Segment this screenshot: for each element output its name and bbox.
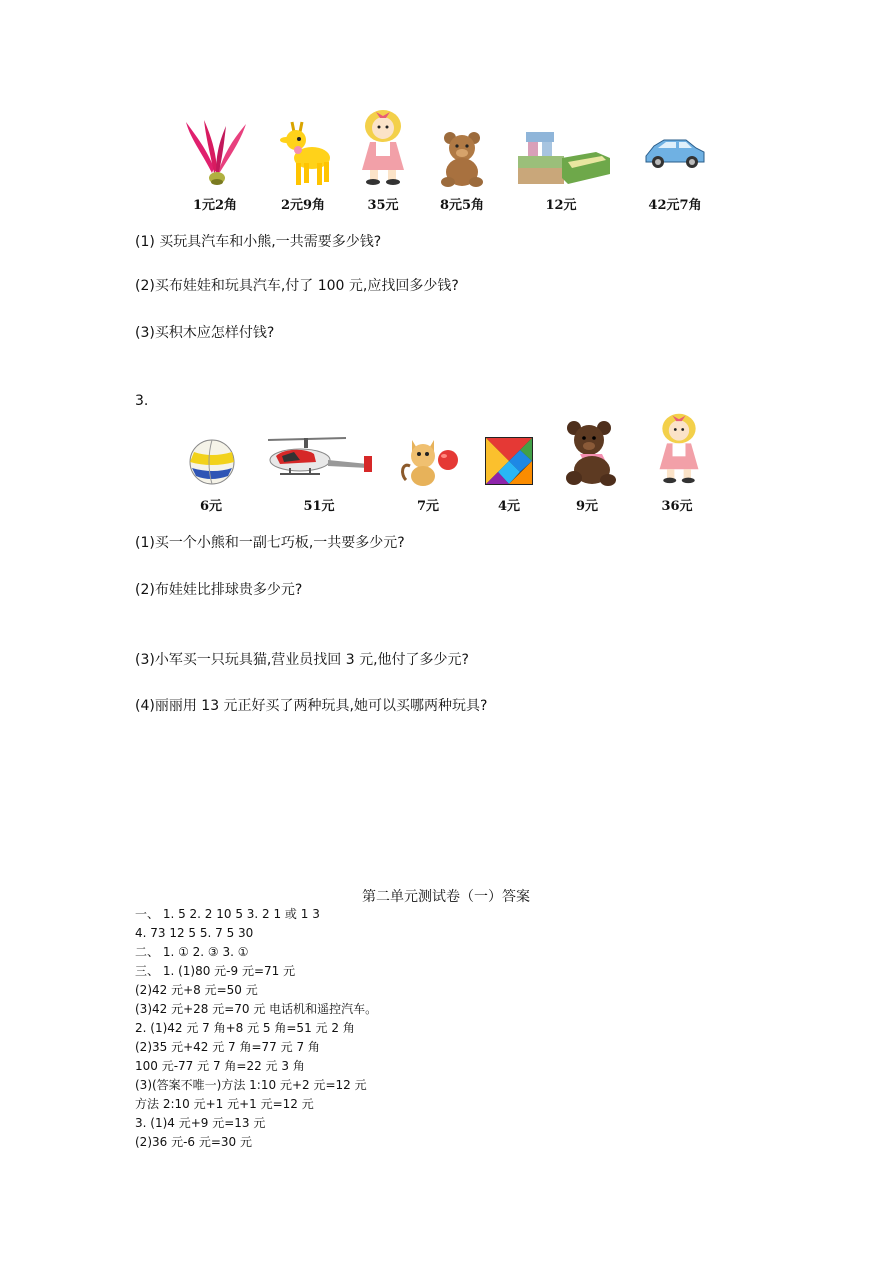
answer-line: (3)42 元+28 元=70 元 电话机和遥控汽车。 bbox=[135, 1002, 378, 1016]
price-label: 7元 bbox=[416, 499, 440, 514]
price-label: 35元 bbox=[367, 198, 399, 213]
question: (3)买积木应怎样付钱? bbox=[135, 325, 275, 341]
helicopter-icon bbox=[260, 434, 378, 486]
question: (1) 买玩具汽车和小熊,一共需要多少钱? bbox=[135, 234, 382, 250]
price-label: 9元 bbox=[575, 499, 599, 514]
question: (4)丽丽用 13 元正好买了两种玩具,她可以买哪两种玩具? bbox=[135, 698, 488, 714]
price-label: 4元 bbox=[497, 499, 521, 514]
question-number: 3. bbox=[135, 393, 149, 409]
teddy-bear-icon bbox=[438, 130, 486, 188]
doll-icon bbox=[654, 410, 704, 486]
question: (3)小军买一只玩具猫,营业员找回 3 元,他付了多少元? bbox=[135, 652, 469, 668]
price-label: 36元 bbox=[661, 499, 693, 514]
answer-line: 2. (1)42 元 7 角+8 元 5 角=51 元 2 角 bbox=[135, 1021, 355, 1035]
toy-car-icon bbox=[642, 136, 708, 170]
answer-line: 二、 1. ① 2. ③ 3. ① bbox=[135, 945, 249, 959]
answer-line: (2)35 元+42 元 7 角=77 元 7 角 bbox=[135, 1040, 320, 1054]
price-label: 12元 bbox=[545, 198, 577, 213]
answer-line: 方法 2:10 元+1 元+1 元=12 元 bbox=[135, 1097, 314, 1111]
answer-line: 三、 1. (1)80 元-9 元=71 元 bbox=[135, 964, 296, 978]
price-label: 2元9角 bbox=[280, 198, 326, 213]
toy-cat-icon bbox=[398, 432, 462, 488]
price-label: 42元7角 bbox=[648, 198, 702, 213]
price-label: 8元5角 bbox=[439, 198, 485, 213]
question: (1)买一个小熊和一副七巧板,一共要多少元? bbox=[135, 535, 405, 551]
price-label: 1元2角 bbox=[192, 198, 238, 213]
question: (2)买布娃娃和玩具汽车,付了 100 元,应找回多少钱? bbox=[135, 278, 459, 294]
shuttlecock-icon bbox=[182, 118, 250, 188]
building-blocks-icon bbox=[516, 128, 612, 188]
doll-icon bbox=[356, 108, 410, 186]
answer-line: 3. (1)4 元+9 元=13 元 bbox=[135, 1116, 266, 1130]
answer-line: 一、 1. 5 2. 2 10 5 3. 2 1 或 1 3 bbox=[135, 907, 320, 921]
answer-line: (2)36 元-6 元=30 元 bbox=[135, 1135, 253, 1149]
answer-line: 100 元-77 元 7 角=22 元 3 角 bbox=[135, 1059, 305, 1073]
price-label: 6元 bbox=[199, 499, 223, 514]
answer-line: 4. 73 12 5 5. 7 5 30 bbox=[135, 926, 254, 940]
bear-icon bbox=[564, 420, 620, 488]
answers-title: 第二单元测试卷（一）答案 bbox=[362, 889, 530, 905]
volleyball-icon bbox=[188, 438, 236, 486]
answer-line: (2)42 元+8 元=50 元 bbox=[135, 983, 258, 997]
tangram-icon bbox=[484, 436, 534, 486]
deer-icon bbox=[272, 118, 334, 188]
question: (2)布娃娃比排球贵多少元? bbox=[135, 582, 303, 598]
price-label: 51元 bbox=[303, 499, 335, 514]
answer-line: (3)(答案不唯一)方法 1:10 元+2 元=12 元 bbox=[135, 1078, 367, 1092]
